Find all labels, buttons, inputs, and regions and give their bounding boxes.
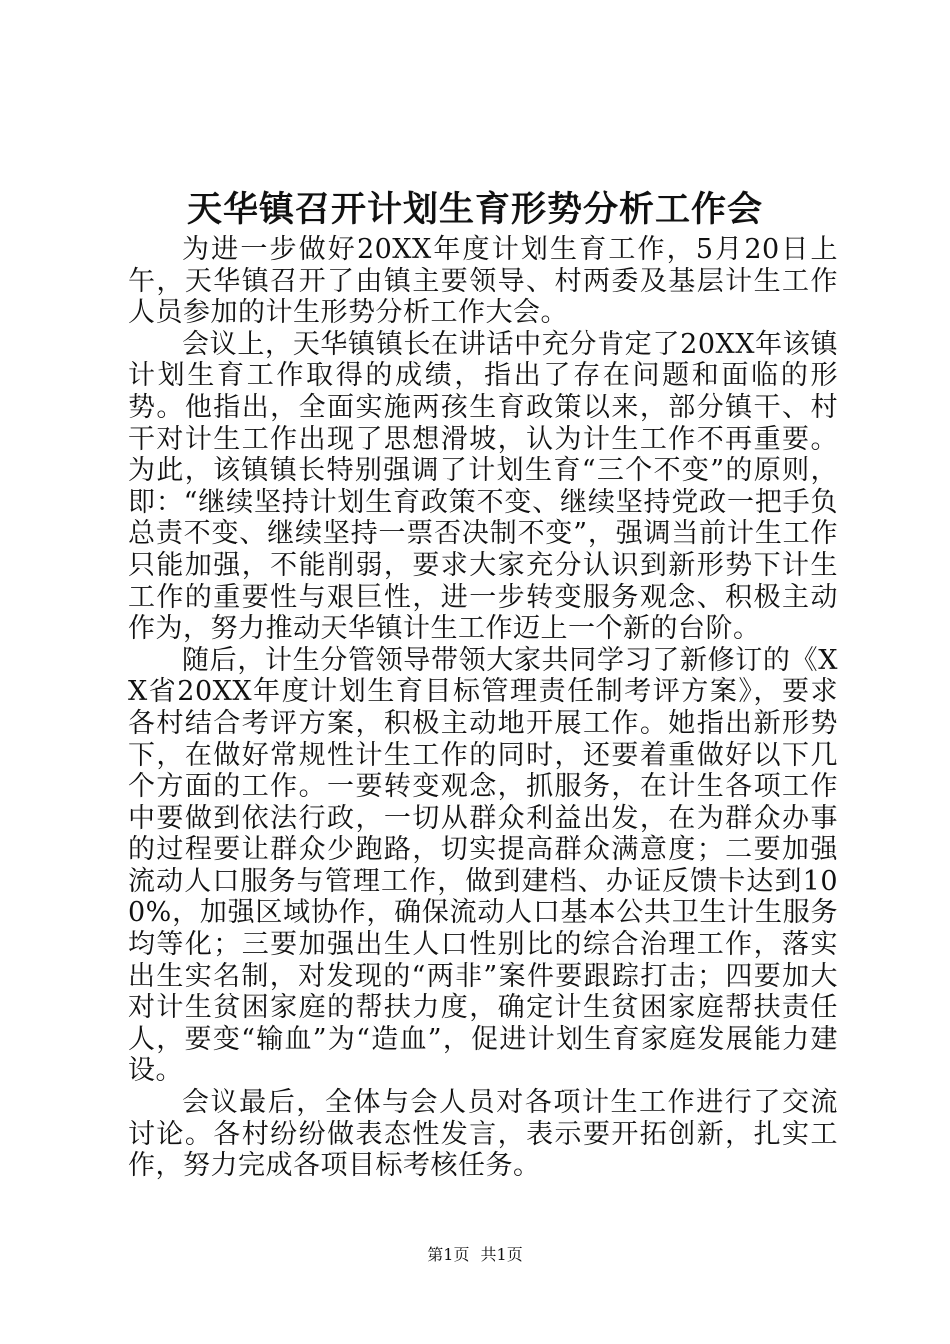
document-body (128, 234, 838, 1182)
page-number: 第1页 (427, 1245, 470, 1264)
paragraph: 为进一步做好20XX年度计划生育工作，5月20日上午，天华镇召开了由镇主要领导、村两委及基层计生工作人员参加的计生形势分析工作大会。 (128, 234, 838, 329)
page-total: 共1页 (480, 1245, 523, 1264)
page-footer (0, 1244, 950, 1266)
paragraph: 随后，计生分管领导带领大家共同学习了新修订的《XX省20XX年度计划生育目标管理责任制考评方案》，要求各村结合考评方案，积极主动地开展工作。她指出新形势下，在做好常规性计生工作的同时，还要着重做好以下几个方面的工作。一要转变观念，抓服务，在计生各项工作中要做到依法行政，一切从群众利益出发，在为群众办事的过程要让群众少跑路，切实提高群众满意度；二要加强流动人口服务与管理工作，做到建档、办证反馈卡达到100%，加强区域协作，确保流动人口基本公共卫生计生服务均等化；三要加强出生人口性别比的综合治理工作，落实出生实名制，对发现的“两非”案件要跟踪打击；四要加大对计生贫困家庭的帮扶力度，确定计生贫困家庭帮扶责任人，要变“输血”为“造血”，促进计划生育家庭发展能力建设。 (128, 644, 838, 1087)
paragraph: 会议最后，全体与会人员对各项计生工作进行了交流讨论。各村纷纷做表态性发言，表示要开拓创新，扎实工作，努力完成各项目标考核任务。 (128, 1087, 838, 1182)
document-title: 天华镇召开计划生育形势分析工作会 (186, 189, 763, 230)
paragraph: 会议上，天华镇镇长在讲话中充分肯定了20XX年该镇计划生育工作取得的成绩，指出了存在问题和面临的形势。他指出，全面实施两孩生育政策以来，部分镇干、村干对计生工作出现了思想滑坡，认为计生工作不再重要。为此，该镇镇长特别强调了计划生育“三个不变”的原则，即：“继续坚持计划生育政策不变、继续坚持党政一把手负总责不变、继续坚持一票否决制不变”，强调当前计生工作只能加强，不能削弱，要求大家充分认识到新形势下计生工作的重要性与艰巨性，进一步转变服务观念、积极主动作为，努力推动天华镇计生工作迈上一个新的台阶。 (128, 328, 838, 645)
